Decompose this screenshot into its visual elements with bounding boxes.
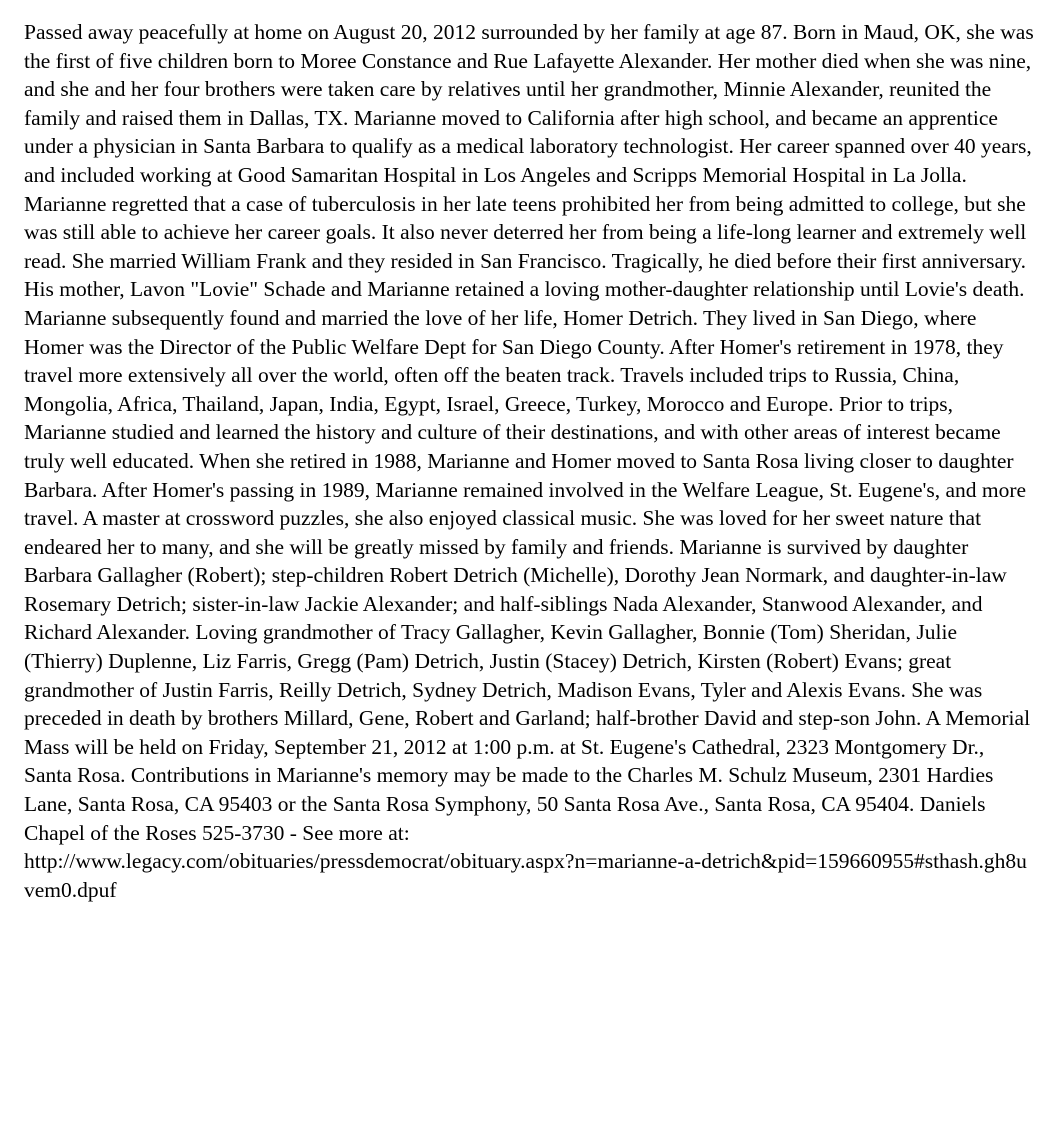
- obituary-body-text: Passed away peacefully at home on August 20, 2012 surrounded by her family at age 87. Born in Maud, OK, she was the first of five children born to Moree Constance and Rue Lafayette Alexander. Her mother died when she was nine, and she and her four brothers were taken care by relatives until her grandmother, Minnie Alexander, reunited the family and raised them in Dallas, TX. Marianne moved to California after high school, and became an apprentice under a physician in Santa Barbara to qualify as a medical laboratory technologist. Her career spanned over 40 years, and included working at Good Samaritan Hospital in Los Angeles and Scripps Memorial Hospital in La Jolla. Marianne regretted that a case of tuberculosis in her late teens prohibited her from being admitted to college, but she was still able to achieve her career goals. It also never deterred her from being a life-long learner and extremely well read. She married William Frank and they resided in San Francisco. Tragically, he died before their first anniversary. His mother, Lavon "Lovie" Schade and Marianne retained a loving mother-daughter relationship until Lovie's death. Marianne subsequently found and married the love of her life, Homer Detrich. They lived in San Diego, where Homer was the Director of the Public Welfare Dept for San Diego County. After Homer's retirement in 1978, they travel more extensively all over the world, often off the beaten track. Travels included trips to Russia, China, Mongolia, Africa, Thailand, Japan, India, Egypt, Israel, Greece, Turkey, Morocco and Europe. Prior to trips, Marianne studied and learned the history and culture of their destinations, and with other areas of interest became truly well educated. When she retired in 1988, Marianne and Homer moved to Santa Rosa living closer to daughter Barbara. After Homer's passing in 1989, Marianne remained involved in the Welfare League, St. Eugene's, and more travel. A master at crossword puzzles, she also enjoyed classical music. She was loved for her sweet nature that endeared her to many, and she will be greatly missed by family and friends. Marianne is survived by daughter Barbara Gallagher (Robert); step-children Robert Detrich (Michelle), Dorothy Jean Normark, and daughter-in-law Rosemary Detrich; sister-in-law Jackie Alexander; and half-siblings Nada Alexander, Stanwood Alexander, and Richard Alexander. Loving grandmother of Tracy Gallagher, Kevin Gallagher, Bonnie (Tom) Sheridan, Julie (Thierry) Duplenne, Liz Farris, Gregg (Pam) Detrich, Justin (Stacey) Detrich, Kirsten (Robert) Evans; great grandmother of Justin Farris, Reilly Detrich, Sydney Detrich, Madison Evans, Tyler and Alexis Evans. She was preceded in death by brothers Millard, Gene, Robert and Garland; half-brother David and step-son John. A Memorial Mass will be held on Friday, September 21, 2012 at 1:00 p.m. at St. Eugene's Cathedral, 2323 Montgomery Dr., Santa Rosa. Contributions in Marianne's memory may be made to the Charles M. Schulz Museum, 2301 Hardies Lane, Santa Rosa, CA 95403 or the Santa Rosa Symphony, 50 Santa Rosa Ave., Santa Rosa, CA 95404. Daniels Chapel of the Roses 525-3730 - See more at:: [24, 20, 1034, 845]
- source-url-text: http://www.legacy.com/obituaries/pressdemocrat/obituary.aspx?n=marianne-a-detrich&pid=159660955#sthash.gh8uvem0.dpuf: [24, 849, 1027, 902]
